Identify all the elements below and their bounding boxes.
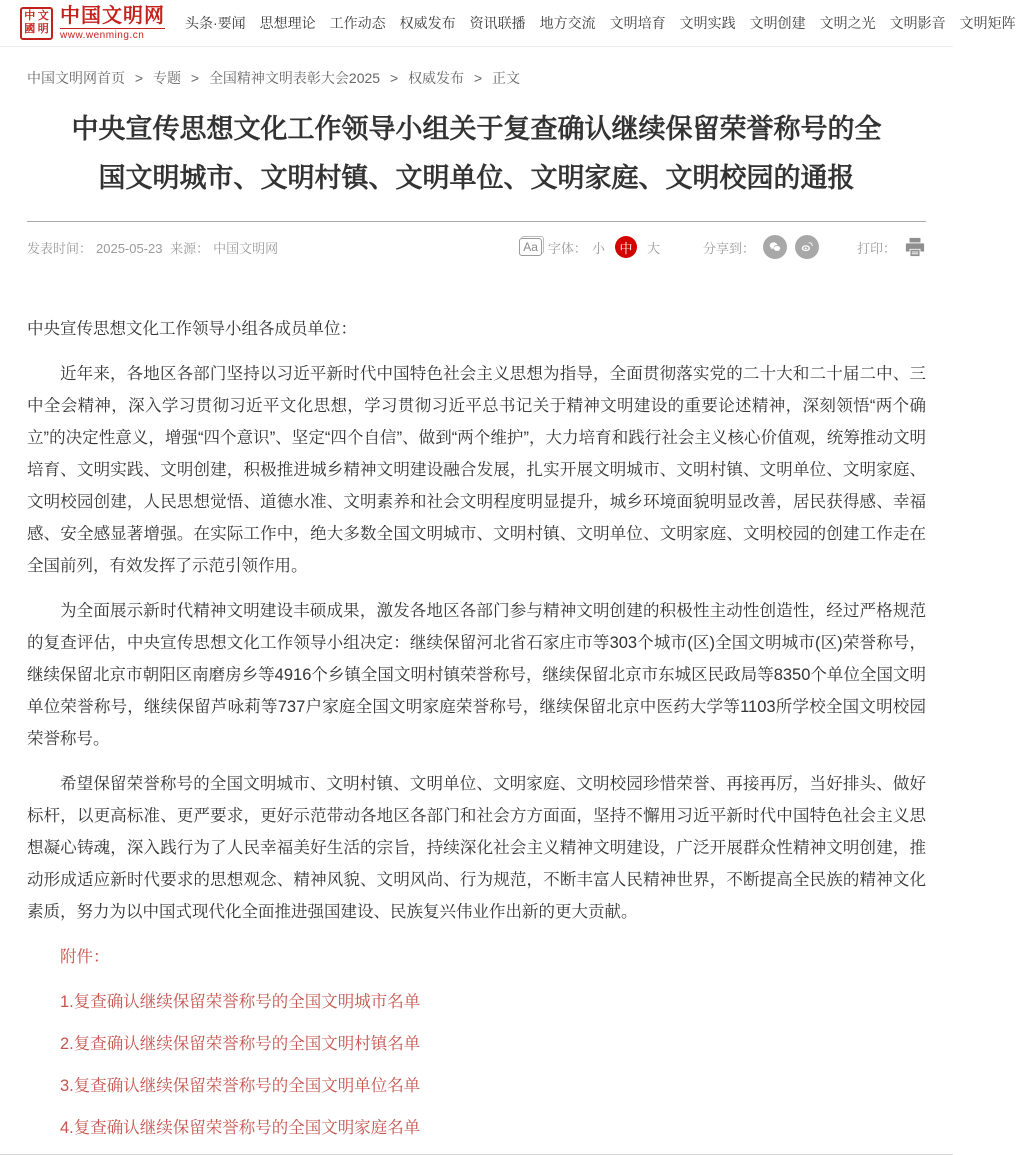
source-value: 中国文明网 [213,240,279,256]
font-small-button[interactable]: 小 [591,240,605,256]
print-label: 打印： [856,240,896,256]
printer-icon[interactable] [904,237,926,257]
source-label: 来源： [170,240,210,256]
breadcrumb-authoritative[interactable]: 权威发布 [408,70,465,86]
print-group [857,237,926,257]
breadcrumb-home[interactable]: 中国文明网首页 [27,70,125,86]
nav-item-practice[interactable]: 文明实践 [679,15,736,31]
breadcrumb-separator: > [134,70,144,86]
nav-item-work[interactable]: 工作动态 [329,15,386,31]
attachment-link-cities[interactable]: 1.复查确认继续保留荣誉称号的全国文明城市名单 [60,993,421,1011]
publish-date: 2025-05-23 [96,240,163,256]
breadcrumb-separator: > [190,70,200,86]
article-title: 中央宣传思想文化工作领导小组关于复查确认继续保留荣誉称号的全国文明城市、文明村镇、文明单位、文明家庭、文明校园的通报 [71,114,882,193]
breadcrumb-separator: > [389,70,399,86]
article-paragraph: 为全面展示新时代精神文明建设丰硕成果，激发各地区各部门参与精神文明创建的积极性主动性创造性，经过严格规范的复查评估，中央宣传思想文化工作领导小组决定：继续保留河北省石家庄市等303个城市(区)全国文明城市(区)荣誉称号，继续保留北京市朝阳区南磨房乡等4916个乡镇全国文明村镇荣誉称号，继续保留北京市东城区民政局等8350个单位全国文明单位荣誉称号，继续保留芦咏莉等737户家庭全国文明家庭荣誉称号，继续保留北京中医药大学等1103所学校全国文明校园荣誉称号。 [27,602,926,748]
attachment-link-villages[interactable]: 2.复查确认继续保留荣誉称号的全国文明村镇名单 [60,1035,421,1053]
seal-char: 國 [24,23,36,36]
brand-name: 中国文明网 [60,4,165,27]
article-paragraph: 近年来，各地区各部门坚持以习近平新时代中国特色社会主义思想为指导，全面贯彻落实党的二十大和二十届二中、三中全会精神，深入学习贯彻习近平文化思想，学习贯彻习近平总书记关于精神文明建设的重要论述精神，深刻领悟“两个确立”的决定性意义，增强“四个意识”、坚定“四个自信”、做到“两个维护”，大力培育和践行社会主义核心价值观，统筹推动文明培育、文明实践、文明创建，积极推进城乡精神文明建设融合发展，扎实开展文明城市、文明村镇、文明单位、文明家庭、文明校园创建，人民思想觉悟、道德水准、文明素养和社会文明程度明显提升，城乡环境面貌明显改善，居民获得感、幸福感、安全感显著增强。在实际工作中，绝大多数全国文明城市、文明村镇、文明单位、文明家庭、文明校园的创建工作走在全国前列，有效发挥了示范引领作用。 [27,365,926,575]
attachment-link-units[interactable]: 3.复查确认继续保留荣誉称号的全国文明单位名单 [60,1077,421,1095]
breadcrumb-topics[interactable]: 专题 [152,70,181,86]
article-toolbar [519,235,926,259]
nav-item-news[interactable]: 资讯联播 [469,15,526,31]
brand-url: www.wenming.cn [60,28,165,41]
nav-item-theory[interactable]: 思想理论 [259,15,316,31]
wechat-share-icon[interactable] [763,235,787,259]
breadcrumb [0,47,953,88]
nav-item-light[interactable]: 文明之光 [819,15,876,31]
share-label: 分享到： [702,240,755,256]
article-body [0,271,953,1144]
nav-item-headlines[interactable]: 头条·要闻 [185,15,246,31]
attachments-label: 附件： [60,948,110,966]
seal-logo-icon [20,7,53,40]
breadcrumb-conference[interactable]: 全国精神文明表彰大会2025 [208,70,381,86]
nav-item-media[interactable]: 文明影音 [889,15,946,31]
breadcrumb-current: 正文 [492,70,521,86]
publish-time-label: 发表时间： [27,240,93,256]
publish-info [27,238,282,257]
article-salutation: 中央宣传思想文化工作领导小组各成员单位： [27,320,357,338]
weibo-share-icon[interactable] [795,235,819,259]
attachment-link-families[interactable]: 4.复查确认继续保留荣誉称号的全国文明家庭名单 [60,1119,421,1137]
font-medium-button[interactable]: 中 [615,236,637,258]
site-header [0,0,1016,47]
font-size-icon: Aa [519,238,542,256]
nav-item-matrix[interactable]: 文明矩阵 [959,15,1016,31]
seal-char: 文 [37,9,49,22]
nav-item-local[interactable]: 地方交流 [539,15,596,31]
brand-text [60,6,165,41]
attachments-section [27,941,926,1144]
nav-item-authoritative[interactable]: 权威发布 [399,15,456,31]
seal-char: 明 [37,23,49,36]
seal-char: 中 [24,9,36,22]
font-large-button[interactable]: 大 [646,240,660,256]
nav-item-creation[interactable]: 文明创建 [749,15,806,31]
font-label: 字体： [547,240,587,256]
site-logo[interactable] [20,6,165,41]
article-meta-row [0,222,953,271]
main-nav [185,13,1016,33]
nav-item-cultivation[interactable]: 文明培育 [609,15,666,31]
share-group [703,235,819,259]
article-paragraph: 希望保留荣誉称号的全国文明城市、文明村镇、文明单位、文明家庭、文明校园珍惜荣誉、再接再厉，当好排头、做好标杆，以更高标准、更严要求，更好示范带动各地区各部门和社会方方面面，坚持不懈用习近平新时代中国特色社会主义思想凝心铸魂，深入践行为了人民幸福美好生活的宗旨，持续深化社会主义精神文明建设，广泛开展群众性精神文明创建，推动形成适应新时代要求的思想观念、精神风貌、文明风尚、行为规范，不断丰富人民精神世界，不断提高全民族的精神文化素质，努力为以中国式现代化全面推进强国建设、民族复兴伟业作出新的更大贡献。 [27,775,926,921]
breadcrumb-separator: > [473,70,483,86]
